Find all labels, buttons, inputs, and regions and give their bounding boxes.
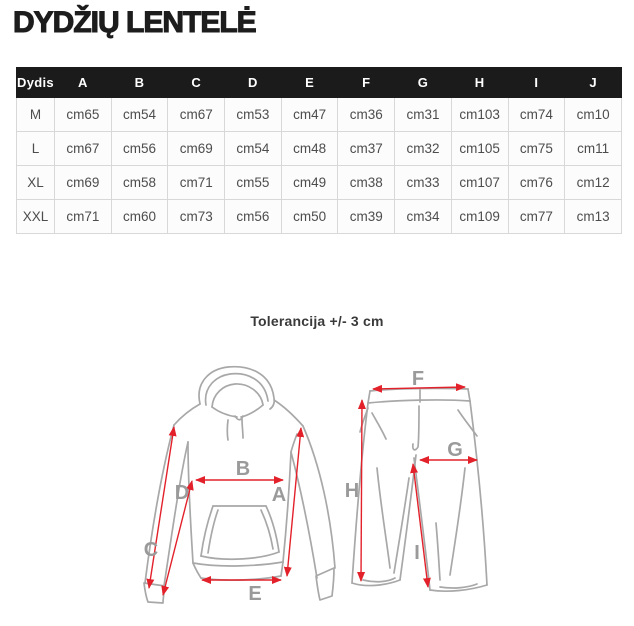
measurement-cell: cm71 [168,166,225,200]
measurement-cell: cm31 [395,98,452,132]
measurement-cell: cm75 [508,132,565,166]
label-E: E [248,583,262,605]
table-row [17,132,622,166]
measurement-cell: cm49 [281,166,338,200]
arrow-A [287,428,301,576]
measurement-cell: cm34 [395,200,452,234]
arrow-H [361,400,362,581]
column-header: Dydis [17,68,55,98]
measurement-cell: cm38 [338,166,395,200]
measurement-cell: cm56 [111,132,168,166]
measurement-cell: cm50 [281,200,338,234]
size-table-body [17,98,622,234]
column-header: A [55,68,112,98]
size-table-header-row [17,68,622,98]
column-header: F [338,68,395,98]
measurement-cell: cm69 [55,166,112,200]
column-header: B [111,68,168,98]
measurement-cell: cm67 [168,98,225,132]
measurement-cell: cm12 [565,166,622,200]
measurement-cell: cm54 [111,98,168,132]
pants-measurement-diagram [343,368,503,603]
column-header: E [281,68,338,98]
size-table [16,67,622,234]
pants-measurement-labels [345,368,463,564]
size-label-cell: XXL [17,200,55,234]
measurement-cell: cm105 [451,132,508,166]
measurement-cell: cm37 [338,132,395,166]
measurement-cell: cm32 [395,132,452,166]
column-header: C [168,68,225,98]
label-G: G [447,439,463,461]
label-D: D [174,482,190,504]
tolerance-note: Tolerancija +/- 3 cm [250,313,384,329]
measurement-cell: cm103 [451,98,508,132]
measurement-cell: cm69 [168,132,225,166]
measurement-cell: cm33 [395,166,452,200]
measurement-cell: cm53 [225,98,282,132]
measurement-cell: cm76 [508,166,565,200]
arrow-I [413,464,428,587]
column-header: H [451,68,508,98]
measurement-cell: cm60 [111,200,168,234]
measurement-cell: cm73 [168,200,225,234]
measurement-cell: cm54 [225,132,282,166]
measurement-cell: cm74 [508,98,565,132]
hoodie-outline [144,367,335,603]
measurement-cell: cm55 [225,166,282,200]
measurement-cell: cm10 [565,98,622,132]
measurement-cell: cm11 [565,132,622,166]
size-label-cell: M [17,98,55,132]
hoodie-measurement-diagram [131,360,343,622]
measurement-cell: cm58 [111,166,168,200]
label-B: B [235,458,251,480]
column-header: J [565,68,622,98]
size-label-cell: XL [17,166,55,200]
measurement-cell: cm65 [55,98,112,132]
table-row [17,98,622,132]
measurement-cell: cm13 [565,200,622,234]
measurement-cell: cm47 [281,98,338,132]
measurement-cell: cm67 [55,132,112,166]
table-row [17,200,622,234]
page-title: DYDŽIŲ LENTELĖ [13,6,256,39]
measurement-cell: cm71 [55,200,112,234]
measurement-cell: cm109 [451,200,508,234]
column-header: D [225,68,282,98]
table-row [17,166,622,200]
label-F: F [411,368,425,390]
label-H: H [344,480,360,502]
size-label-cell: L [17,132,55,166]
measurement-cell: cm39 [338,200,395,234]
column-header: G [395,68,452,98]
label-A: A [271,484,287,506]
measurement-cell: cm107 [451,166,508,200]
column-header: I [508,68,565,98]
hoodie-measurement-arrows [149,427,301,595]
measurement-cell: cm36 [338,98,395,132]
label-C: C [143,539,159,561]
measurement-cell: cm77 [508,200,565,234]
measurement-cell: cm48 [281,132,338,166]
measurement-cell: cm56 [225,200,282,234]
label-I: I [414,542,420,564]
